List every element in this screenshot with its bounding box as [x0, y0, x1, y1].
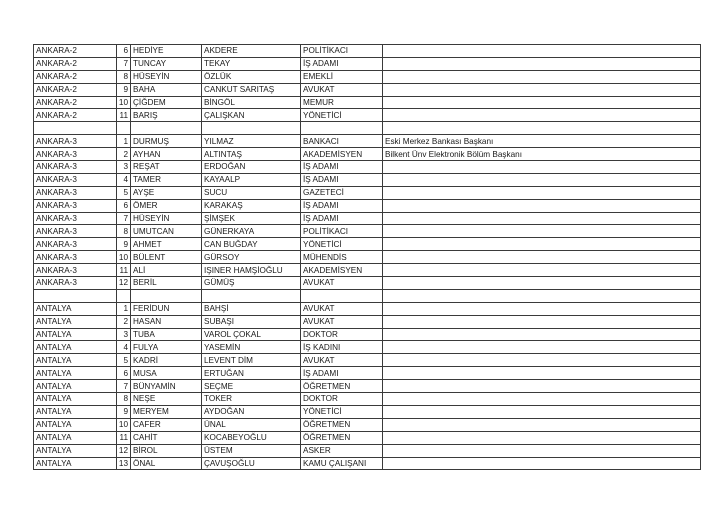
first-name-cell: BÜLENT [131, 251, 202, 264]
occupation-cell: BANKACI [301, 135, 383, 148]
surname-cell: ÇALIŞKAN [202, 109, 301, 122]
surname-cell: ÖZLÜK [202, 70, 301, 83]
note-cell [383, 212, 701, 225]
list-number-cell: 10 [117, 251, 131, 264]
first-name-cell: TUNCAY [131, 57, 202, 70]
district-cell [34, 122, 117, 135]
district-cell: ANKARA-3 [34, 225, 117, 238]
surname-cell: ÜSTEM [202, 444, 301, 457]
note-cell [383, 405, 701, 418]
note-cell [383, 161, 701, 174]
table-row [34, 199, 701, 212]
district-cell: ANKARA-2 [34, 45, 117, 58]
list-number-cell: 11 [117, 264, 131, 277]
district-cell: ANTALYA [34, 341, 117, 354]
first-name-cell: ÖMER [131, 199, 202, 212]
district-cell: ANKARA-3 [34, 212, 117, 225]
table-row [34, 161, 701, 174]
surname-cell: GÜMÜŞ [202, 277, 301, 290]
first-name-cell: FULYA [131, 341, 202, 354]
first-name-cell: TUBA [131, 328, 202, 341]
occupation-cell: MÜHENDİS [301, 251, 383, 264]
district-cell: ANKARA-3 [34, 251, 117, 264]
surname-cell [202, 122, 301, 135]
list-number-cell: 8 [117, 225, 131, 238]
note-cell [383, 444, 701, 457]
table-row [34, 173, 701, 186]
list-number-cell [117, 289, 131, 302]
surname-cell: AYDOĞAN [202, 405, 301, 418]
note-cell [383, 109, 701, 122]
list-number-cell: 10 [117, 418, 131, 431]
occupation-cell: EMEKLİ [301, 70, 383, 83]
district-cell: ANTALYA [34, 393, 117, 406]
surname-cell: ŞİMŞEK [202, 212, 301, 225]
list-number-cell: 4 [117, 341, 131, 354]
surname-cell: SUBAŞI [202, 315, 301, 328]
district-cell [34, 289, 117, 302]
district-cell: ANKARA-2 [34, 109, 117, 122]
district-cell: ANKARA-3 [34, 186, 117, 199]
first-name-cell: AHMET [131, 238, 202, 251]
occupation-cell: ASKER [301, 444, 383, 457]
surname-cell: CANKUT SARITAŞ [202, 83, 301, 96]
note-cell [383, 186, 701, 199]
candidate-table [33, 44, 701, 470]
first-name-cell: FERİDUN [131, 302, 202, 315]
table-row [34, 135, 701, 148]
first-name-cell: AYŞE [131, 186, 202, 199]
table-row [34, 457, 701, 470]
table-row [34, 341, 701, 354]
surname-cell: GÜNERKAYA [202, 225, 301, 238]
first-name-cell: ALİ [131, 264, 202, 277]
table-row [34, 109, 701, 122]
district-cell: ANTALYA [34, 354, 117, 367]
district-cell: ANTALYA [34, 302, 117, 315]
first-name-cell: REŞAT [131, 161, 202, 174]
occupation-cell: POLİTİKACI [301, 225, 383, 238]
occupation-cell: İŞ ADAMI [301, 367, 383, 380]
surname-cell: LEVENT DİM [202, 354, 301, 367]
table-row [34, 444, 701, 457]
note-cell [383, 277, 701, 290]
list-number-cell: 2 [117, 148, 131, 161]
table-row [34, 225, 701, 238]
district-cell: ANKARA-3 [34, 238, 117, 251]
table-row [34, 367, 701, 380]
district-cell: ANKARA-3 [34, 277, 117, 290]
occupation-cell: POLİTİKACI [301, 45, 383, 58]
note-cell [383, 315, 701, 328]
first-name-cell: KADRİ [131, 354, 202, 367]
first-name-cell: BÜNYAMİN [131, 380, 202, 393]
table-row [34, 45, 701, 58]
first-name-cell: ÇİĞDEM [131, 96, 202, 109]
table-row [34, 354, 701, 367]
first-name-cell [131, 122, 202, 135]
occupation-cell: İŞ ADAMI [301, 161, 383, 174]
note-cell: Eski Merkez Bankası Başkanı [383, 135, 701, 148]
first-name-cell: MERYEM [131, 405, 202, 418]
occupation-cell: AVUKAT [301, 315, 383, 328]
list-number-cell: 12 [117, 277, 131, 290]
surname-cell: ERDOĞAN [202, 161, 301, 174]
note-cell [383, 380, 701, 393]
occupation-cell: İŞ KADINI [301, 341, 383, 354]
note-cell [383, 173, 701, 186]
surname-cell: SUCU [202, 186, 301, 199]
occupation-cell: KAMU ÇALIŞANI [301, 457, 383, 470]
district-cell: ANKARA-3 [34, 148, 117, 161]
first-name-cell: MUSA [131, 367, 202, 380]
note-cell [383, 457, 701, 470]
district-cell: ANTALYA [34, 457, 117, 470]
surname-cell: YASEMİN [202, 341, 301, 354]
note-cell [383, 225, 701, 238]
note-cell [383, 57, 701, 70]
surname-cell: SEÇME [202, 380, 301, 393]
table-row [34, 405, 701, 418]
district-cell: ANTALYA [34, 380, 117, 393]
table-row [34, 328, 701, 341]
surname-cell: YILMAZ [202, 135, 301, 148]
note-cell [383, 45, 701, 58]
occupation-cell: ÖĞRETMEN [301, 380, 383, 393]
first-name-cell: CAFER [131, 418, 202, 431]
surname-cell: KOCABEYOĞLU [202, 431, 301, 444]
occupation-cell: İŞ ADAMI [301, 212, 383, 225]
district-cell: ANTALYA [34, 328, 117, 341]
table-row [34, 380, 701, 393]
occupation-cell: YÖNETİCİ [301, 405, 383, 418]
list-number-cell: 9 [117, 238, 131, 251]
surname-cell: BİNGÖL [202, 96, 301, 109]
note-cell [383, 341, 701, 354]
note-cell [383, 96, 701, 109]
district-cell: ANKARA-2 [34, 83, 117, 96]
list-number-cell: 7 [117, 57, 131, 70]
list-number-cell: 6 [117, 367, 131, 380]
list-number-cell: 10 [117, 96, 131, 109]
note-cell [383, 289, 701, 302]
list-number-cell: 11 [117, 109, 131, 122]
occupation-cell: DOKTOR [301, 393, 383, 406]
first-name-cell [131, 289, 202, 302]
list-number-cell: 1 [117, 135, 131, 148]
district-cell: ANKARA-3 [34, 199, 117, 212]
table-row [34, 251, 701, 264]
district-cell: ANKARA-3 [34, 161, 117, 174]
surname-cell: VAROL ÇOKAL [202, 328, 301, 341]
occupation-cell: İŞ ADAMI [301, 173, 383, 186]
surname-cell: KARAKAŞ [202, 199, 301, 212]
occupation-cell: İŞ ADAMI [301, 199, 383, 212]
note-cell [383, 199, 701, 212]
table-row [34, 277, 701, 290]
first-name-cell: CAHİT [131, 431, 202, 444]
occupation-cell: MEMUR [301, 96, 383, 109]
table-row [34, 70, 701, 83]
list-number-cell: 13 [117, 457, 131, 470]
first-name-cell: UMUTCAN [131, 225, 202, 238]
blank-separator-row [34, 122, 701, 135]
occupation-cell [301, 122, 383, 135]
occupation-cell: AVUKAT [301, 277, 383, 290]
list-number-cell: 6 [117, 199, 131, 212]
list-number-cell: 12 [117, 444, 131, 457]
first-name-cell: BARIŞ [131, 109, 202, 122]
note-cell [383, 264, 701, 277]
occupation-cell: YÖNETİCİ [301, 238, 383, 251]
surname-cell: BAHŞİ [202, 302, 301, 315]
district-cell: ANKARA-2 [34, 96, 117, 109]
first-name-cell: DURMUŞ [131, 135, 202, 148]
district-cell: ANTALYA [34, 444, 117, 457]
list-number-cell: 4 [117, 173, 131, 186]
first-name-cell: NEŞE [131, 393, 202, 406]
table-row [34, 431, 701, 444]
occupation-cell: AVUKAT [301, 302, 383, 315]
note-cell [383, 418, 701, 431]
table-row [34, 96, 701, 109]
surname-cell: TOKER [202, 393, 301, 406]
list-number-cell: 8 [117, 70, 131, 83]
surname-cell: IŞINER HAMŞİOĞLU [202, 264, 301, 277]
list-number-cell: 9 [117, 405, 131, 418]
candidate-table-body [34, 45, 701, 470]
list-number-cell: 7 [117, 212, 131, 225]
table-row [34, 302, 701, 315]
occupation-cell: AVUKAT [301, 354, 383, 367]
list-number-cell: 2 [117, 315, 131, 328]
surname-cell: CAN BUĞDAY [202, 238, 301, 251]
district-cell: ANTALYA [34, 405, 117, 418]
note-cell [383, 251, 701, 264]
occupation-cell: GAZETECİ [301, 186, 383, 199]
district-cell: ANTALYA [34, 367, 117, 380]
table-row [34, 186, 701, 199]
note-cell [383, 354, 701, 367]
first-name-cell: TAMER [131, 173, 202, 186]
note-cell [383, 122, 701, 135]
first-name-cell: ÖNAL [131, 457, 202, 470]
list-number-cell [117, 122, 131, 135]
blank-separator-row [34, 289, 701, 302]
list-number-cell: 8 [117, 393, 131, 406]
note-cell [383, 70, 701, 83]
district-cell: ANTALYA [34, 315, 117, 328]
surname-cell [202, 289, 301, 302]
first-name-cell: HÜSEYİN [131, 70, 202, 83]
district-cell: ANTALYA [34, 418, 117, 431]
surname-cell: AKDERE [202, 45, 301, 58]
table-row [34, 418, 701, 431]
surname-cell: KAYAALP [202, 173, 301, 186]
list-number-cell: 6 [117, 45, 131, 58]
district-cell: ANKARA-3 [34, 135, 117, 148]
first-name-cell: BİROL [131, 444, 202, 457]
district-cell: ANKARA-2 [34, 57, 117, 70]
note-cell [383, 367, 701, 380]
occupation-cell: YÖNETİCİ [301, 109, 383, 122]
district-cell: ANKARA-3 [34, 173, 117, 186]
first-name-cell: HASAN [131, 315, 202, 328]
table-row [34, 315, 701, 328]
first-name-cell: AYHAN [131, 148, 202, 161]
surname-cell: TEKAY [202, 57, 301, 70]
occupation-cell: ÖĞRETMEN [301, 431, 383, 444]
table-row [34, 264, 701, 277]
district-cell: ANKARA-2 [34, 70, 117, 83]
first-name-cell: BERİL [131, 277, 202, 290]
occupation-cell: DOKTOR [301, 328, 383, 341]
district-cell: ANKARA-3 [34, 264, 117, 277]
occupation-cell: AKADEMİSYEN [301, 264, 383, 277]
list-number-cell: 11 [117, 431, 131, 444]
table-row [34, 57, 701, 70]
occupation-cell: İŞ ADAMI [301, 57, 383, 70]
list-number-cell: 9 [117, 83, 131, 96]
note-cell [383, 83, 701, 96]
note-cell [383, 393, 701, 406]
occupation-cell: AVUKAT [301, 83, 383, 96]
list-number-cell: 7 [117, 380, 131, 393]
first-name-cell: HÜSEYİN [131, 212, 202, 225]
note-cell: Bilkent Ünv Elektronik Bölüm Başkanı [383, 148, 701, 161]
table-row [34, 148, 701, 161]
table-row [34, 212, 701, 225]
table-row [34, 83, 701, 96]
list-number-cell: 1 [117, 302, 131, 315]
occupation-cell: ÖĞRETMEN [301, 418, 383, 431]
surname-cell: GÜRSOY [202, 251, 301, 264]
district-cell: ANTALYA [34, 431, 117, 444]
table-row [34, 393, 701, 406]
list-number-cell: 3 [117, 328, 131, 341]
note-cell [383, 328, 701, 341]
table-row [34, 238, 701, 251]
list-number-cell: 5 [117, 354, 131, 367]
occupation-cell [301, 289, 383, 302]
surname-cell: ERTUĞAN [202, 367, 301, 380]
list-number-cell: 3 [117, 161, 131, 174]
surname-cell: ÜNAL [202, 418, 301, 431]
note-cell [383, 302, 701, 315]
first-name-cell: HEDİYE [131, 45, 202, 58]
note-cell [383, 238, 701, 251]
surname-cell: ÇAVUŞOĞLU [202, 457, 301, 470]
occupation-cell: AKADEMİSYEN [301, 148, 383, 161]
surname-cell: ALTINTAŞ [202, 148, 301, 161]
list-number-cell: 5 [117, 186, 131, 199]
first-name-cell: BAHA [131, 83, 202, 96]
note-cell [383, 431, 701, 444]
